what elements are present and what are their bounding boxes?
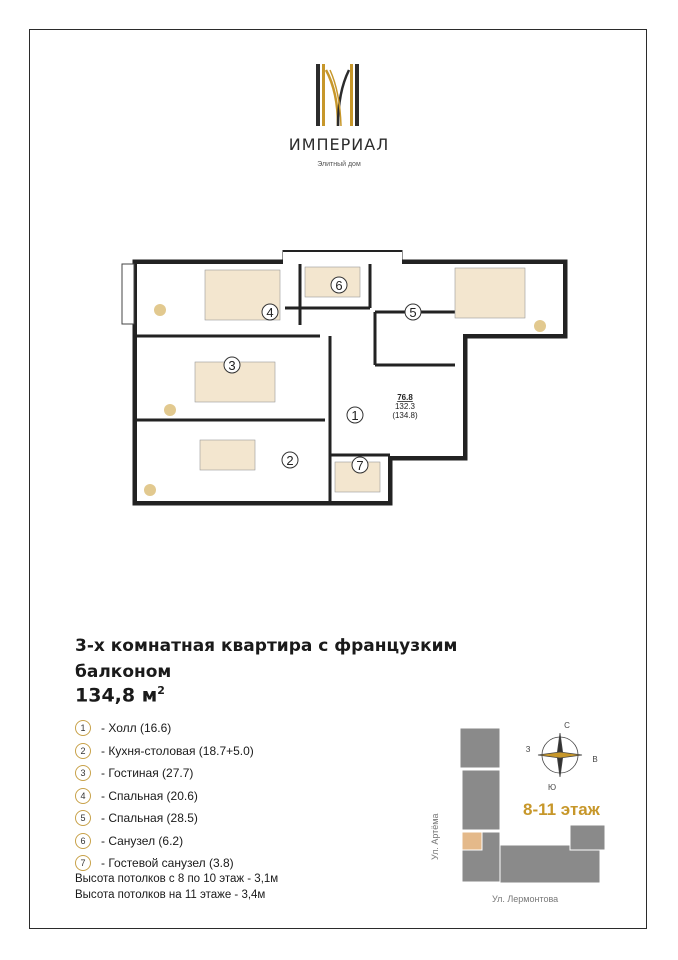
room-3-number: 3 xyxy=(228,358,236,373)
street-vertical-label: Ул. Артёма xyxy=(430,813,440,860)
floor-label: 8-11 этаж xyxy=(523,800,600,819)
apartment-title xyxy=(75,633,457,685)
room-4-number: 4 xyxy=(266,305,274,320)
room-1-number: 1 xyxy=(351,408,359,423)
imperial-logo-icon xyxy=(288,62,388,132)
ceiling-height-info xyxy=(75,871,278,903)
legend-item: 3 - Гостиная (27.7) xyxy=(75,762,254,785)
brand-name: ИМПЕРИАЛ xyxy=(288,135,390,154)
compass-west: З xyxy=(525,745,531,754)
room-5-number: 5 xyxy=(409,305,417,320)
title-line-2: балконом xyxy=(75,662,172,682)
total-area xyxy=(75,684,165,706)
legend-item: 2 - Кухня-столовая (18.7+5.0) xyxy=(75,740,254,763)
compass-south: Ю xyxy=(547,783,557,792)
street-horizontal-label: Ул. Лермонтова xyxy=(492,894,559,904)
area-label-with-balcony: (134.8) xyxy=(392,411,418,420)
area-value: 134,8 м xyxy=(75,684,158,707)
ceiling-line-2: Высота потолков на 11 этаже - 3,4м xyxy=(75,889,266,901)
room-6-number: 6 xyxy=(335,278,343,293)
legend-item: 6 - Санузел (6.2) xyxy=(75,830,254,853)
title-line-1: 3-х комнатная квартира с французким xyxy=(75,636,458,656)
compass-north: С xyxy=(564,721,570,730)
legend-item: 7 - Гостевой санузел (3.8) xyxy=(75,852,254,875)
legend-item: 1 - Холл (16.6) xyxy=(75,717,254,740)
room-2-number: 2 xyxy=(286,453,294,468)
legend-item: 5 - Спальная (28.5) xyxy=(75,807,254,830)
compass-east: В xyxy=(592,755,598,764)
ceiling-line-1: Высота потолков с 8 по 10 этаж - 3,1м xyxy=(75,873,279,885)
brand-tagline: Элитный дом xyxy=(317,161,361,168)
room-7-number: 7 xyxy=(356,458,364,473)
area-label-living: 76.8 xyxy=(397,393,413,402)
floor-plan xyxy=(120,250,580,520)
area-unit-sup: 2 xyxy=(157,684,165,697)
area-label-total: 132.3 xyxy=(394,402,416,411)
room-legend xyxy=(75,717,254,875)
legend-item: 4 - Спальная (20.6) xyxy=(75,785,254,808)
